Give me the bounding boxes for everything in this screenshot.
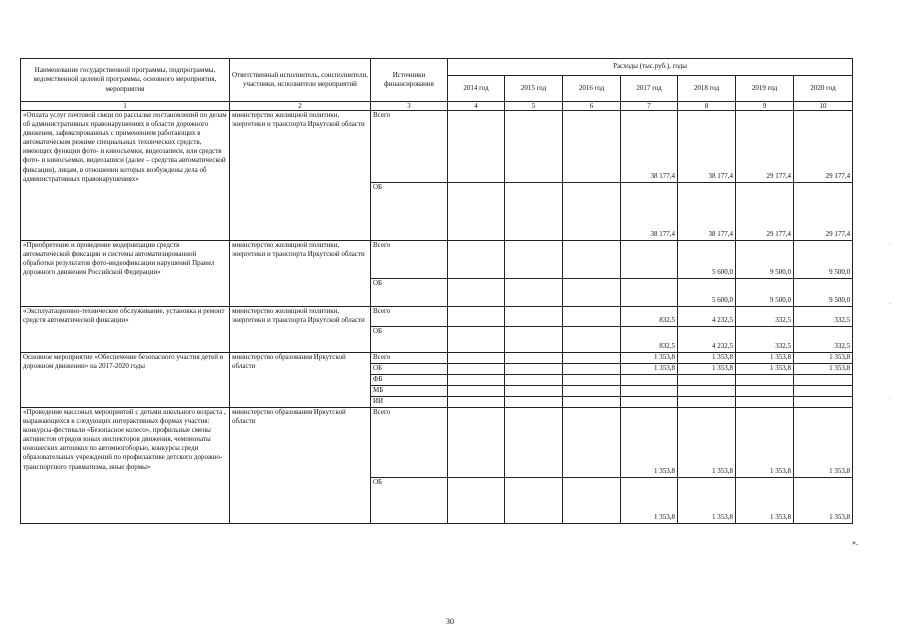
expense-value: 5 600,0 bbox=[678, 241, 736, 279]
expense-value: 9 500,0 bbox=[794, 241, 853, 279]
measure-name: «Оплата услуг почтовой связи по рассылке постановлений по делам об административных правонарушениях в области дорожного движения, зафиксированных с применением работающих в автоматическом режиме специальных технических средств, имеющих функции фото- и киносъемки, видеозаписи, или средств фото- и киносъемки, видеозаписи (далее – средства автоматической фиксации), лицам, в отношении которых возбуждены дела об административных правонарушениях» bbox=[21, 111, 230, 241]
table-row bbox=[21, 408, 853, 478]
funding-source: Всего bbox=[371, 241, 448, 279]
expense-value bbox=[448, 111, 505, 183]
expenses-table bbox=[20, 58, 853, 524]
measure-name: «Проведение массовых мероприятий с детьми школьного возраста , выражающихся в следующих интерактивных формах участия: конкурсы-фестивали «Безопасное колесо», профильные смены активистов отрядов юных инспекторов движения, чемпионаты юношеских автошкол по автомногоборью, конкурсы среди образовательных учреждений по профилактике детского дорожно-транспортного травматизма, иные формы» bbox=[21, 408, 230, 524]
expense-value: 29 177,4 bbox=[794, 183, 853, 241]
page-number: 30 bbox=[446, 617, 454, 626]
expense-value bbox=[448, 375, 505, 386]
header-funding-source: Источники финансирования bbox=[371, 59, 448, 102]
table-row bbox=[21, 307, 853, 327]
expense-value: 4 232,5 bbox=[678, 327, 736, 353]
expense-value bbox=[448, 353, 505, 364]
header-year: 2014 год bbox=[448, 76, 505, 102]
expense-value: 1 353,8 bbox=[678, 408, 736, 478]
header-year: 2016 год bbox=[563, 76, 621, 102]
responsible-executor: министерство образования Иркутской области bbox=[230, 408, 371, 524]
column-number: 3 bbox=[371, 102, 448, 111]
expense-value: 1 353,8 bbox=[678, 364, 736, 375]
header-expenses: Расходы (тыс.руб.), годы bbox=[448, 59, 853, 76]
measure-name: «Эксплуатационно-техническое обслуживание, установка и ремонт средств автоматической фиксации» bbox=[21, 307, 230, 353]
expense-value: 1 353,8 bbox=[794, 408, 853, 478]
funding-source: ОБ bbox=[371, 327, 448, 353]
expense-value: 1 353,8 bbox=[794, 478, 853, 524]
expense-value: 29 177,4 bbox=[736, 183, 794, 241]
header-year: 2019 год bbox=[736, 76, 794, 102]
expense-value bbox=[505, 386, 563, 397]
funding-source: Всего bbox=[371, 353, 448, 364]
closing-quote-mark: ». bbox=[852, 538, 858, 547]
expense-value: 832,5 bbox=[621, 327, 678, 353]
responsible-executor: министерство жилищной политики, энергетики и транспорта Иркутской области bbox=[230, 111, 371, 241]
expense-value bbox=[621, 397, 678, 408]
expense-value: 1 353,8 bbox=[621, 408, 678, 478]
expense-value bbox=[448, 397, 505, 408]
expense-value bbox=[794, 386, 853, 397]
expense-value bbox=[505, 478, 563, 524]
expense-value bbox=[505, 279, 563, 307]
column-number: 2 bbox=[230, 102, 371, 111]
funding-source: ОБ bbox=[371, 364, 448, 375]
expense-value bbox=[505, 327, 563, 353]
column-number: 1 bbox=[21, 102, 230, 111]
expense-value: 1 353,8 bbox=[736, 364, 794, 375]
expense-value bbox=[736, 375, 794, 386]
expense-value bbox=[448, 478, 505, 524]
expense-value bbox=[563, 478, 621, 524]
expense-value bbox=[448, 364, 505, 375]
expense-value: 9 500,0 bbox=[736, 279, 794, 307]
expense-value: 38 177,4 bbox=[678, 183, 736, 241]
expense-value: 1 353,8 bbox=[736, 353, 794, 364]
table-row bbox=[21, 353, 853, 364]
expense-value bbox=[563, 386, 621, 397]
expense-value: 332,5 bbox=[736, 327, 794, 353]
expense-value bbox=[563, 307, 621, 327]
expense-value bbox=[505, 364, 563, 375]
funding-source: МБ bbox=[371, 386, 448, 397]
expense-value: 38 177,4 bbox=[621, 183, 678, 241]
expense-value bbox=[448, 327, 505, 353]
funding-source: Всего bbox=[371, 408, 448, 478]
table-row bbox=[21, 111, 853, 183]
expense-value bbox=[505, 307, 563, 327]
header-year: 2018 год bbox=[678, 76, 736, 102]
responsible-executor: министерство жилищной политики, энергетики и транспорта Иркутской области bbox=[230, 241, 371, 307]
expense-value: 1 353,8 bbox=[621, 353, 678, 364]
header-year: 2015 год bbox=[505, 76, 563, 102]
expense-value bbox=[678, 386, 736, 397]
expense-value bbox=[448, 183, 505, 241]
expense-value bbox=[621, 386, 678, 397]
expense-value bbox=[563, 375, 621, 386]
column-number: 4 bbox=[448, 102, 505, 111]
table-row bbox=[21, 241, 853, 279]
expense-value bbox=[563, 327, 621, 353]
header-program-name: Наименование государственной программы, подпрограммы, ведомственной целевой программы, основного мероприятия, мероприятия bbox=[21, 59, 230, 102]
expense-value bbox=[736, 397, 794, 408]
expense-value: 1 353,8 bbox=[621, 478, 678, 524]
scan-edge-mark: · bbox=[889, 300, 892, 308]
expense-value: 332,5 bbox=[794, 307, 853, 327]
column-number: 9 bbox=[736, 102, 794, 111]
responsible-executor: министерство жилищной политики, энергетики и транспорта Иркутской области bbox=[230, 307, 371, 353]
column-number: 8 bbox=[678, 102, 736, 111]
expense-value bbox=[505, 111, 563, 183]
header-executor: Ответственный исполнитель, соисполнители, участники, исполнители мероприятий bbox=[230, 59, 371, 102]
expense-value bbox=[505, 375, 563, 386]
funding-source: ОБ bbox=[371, 279, 448, 307]
expense-value: 1 353,8 bbox=[794, 353, 853, 364]
expense-value bbox=[563, 183, 621, 241]
expense-value: 1 353,8 bbox=[736, 478, 794, 524]
responsible-executor: министерство образования Иркутской области bbox=[230, 353, 371, 408]
expense-value: 1 353,8 bbox=[678, 478, 736, 524]
scan-edge-mark: · bbox=[889, 395, 892, 403]
expense-value: 1 353,8 bbox=[736, 408, 794, 478]
expense-value: 1 353,8 bbox=[794, 364, 853, 375]
header-year: 2017 год bbox=[621, 76, 678, 102]
expense-value bbox=[448, 408, 505, 478]
expense-value: 5 600,0 bbox=[678, 279, 736, 307]
expense-value: 38 177,4 bbox=[621, 111, 678, 183]
funding-source: Всего bbox=[371, 307, 448, 327]
expense-value: 1 353,8 bbox=[678, 353, 736, 364]
expense-value bbox=[448, 279, 505, 307]
expense-value: 332,5 bbox=[794, 327, 853, 353]
expense-value bbox=[505, 241, 563, 279]
expense-value bbox=[505, 353, 563, 364]
column-number: 10 bbox=[794, 102, 853, 111]
expense-value: 29 177,4 bbox=[736, 111, 794, 183]
expense-value bbox=[794, 375, 853, 386]
expense-value bbox=[621, 279, 678, 307]
measure-name: «Приобретение и проведение модернизации средств автоматической фиксации и системы автоматизированной обработки результатов фото-видеофиксации нарушений Правил дорожного движения Российской Федерации» bbox=[21, 241, 230, 307]
expense-value: 832,5 bbox=[621, 307, 678, 327]
scan-edge-mark: · bbox=[889, 240, 892, 248]
expense-value bbox=[563, 397, 621, 408]
funding-source: ОБ bbox=[371, 478, 448, 524]
expense-value bbox=[505, 183, 563, 241]
expense-value bbox=[505, 397, 563, 408]
column-number: 7 bbox=[621, 102, 678, 111]
expense-value bbox=[448, 386, 505, 397]
expense-value: 4 232,5 bbox=[678, 307, 736, 327]
expense-value bbox=[678, 375, 736, 386]
expense-value: 29 177,4 bbox=[794, 111, 853, 183]
expense-value: 9 500,0 bbox=[736, 241, 794, 279]
expense-value bbox=[448, 307, 505, 327]
expense-value bbox=[505, 408, 563, 478]
expense-value bbox=[563, 241, 621, 279]
funding-source: ОБ bbox=[371, 183, 448, 241]
expense-value: 1 353,8 bbox=[621, 364, 678, 375]
expense-value bbox=[621, 375, 678, 386]
expense-value bbox=[621, 241, 678, 279]
expense-value bbox=[563, 364, 621, 375]
header-year: 2020 год bbox=[794, 76, 853, 102]
expense-value bbox=[678, 397, 736, 408]
column-number: 6 bbox=[563, 102, 621, 111]
expense-value bbox=[448, 241, 505, 279]
expense-value bbox=[736, 386, 794, 397]
expense-value bbox=[563, 353, 621, 364]
expense-value: 332,5 bbox=[736, 307, 794, 327]
funding-source: ИИ bbox=[371, 397, 448, 408]
expense-value bbox=[563, 111, 621, 183]
expense-value: 9 500,0 bbox=[794, 279, 853, 307]
expense-value bbox=[563, 279, 621, 307]
measure-name: Основное мероприятие «Обеспечение безопасного участия детей в дорожном движении» на 2017-2020 годы bbox=[21, 353, 230, 408]
expense-value bbox=[794, 397, 853, 408]
funding-source: ФБ bbox=[371, 375, 448, 386]
expense-value bbox=[563, 408, 621, 478]
column-number: 5 bbox=[505, 102, 563, 111]
expense-value: 38 177,4 bbox=[678, 111, 736, 183]
funding-source: Всего bbox=[371, 111, 448, 183]
